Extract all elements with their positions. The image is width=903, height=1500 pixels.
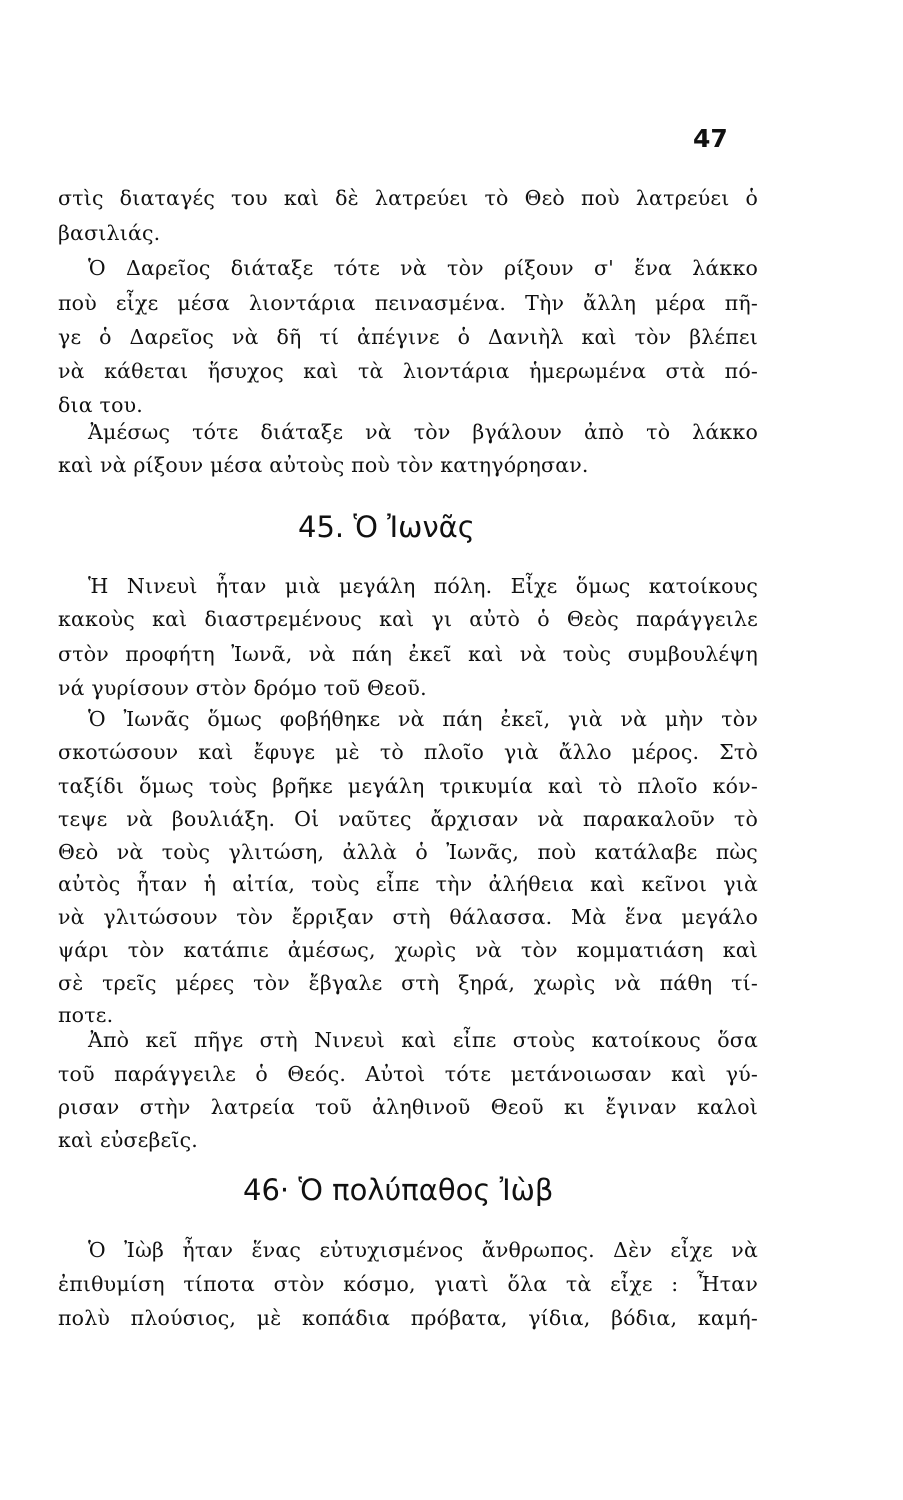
text-line: καὶ εὐσεβεῖς. [58,1128,199,1152]
text-line: βασιλιάς. [58,221,161,245]
section-heading: 46· Ὁ πολύπαθος Ἰὼβ [243,1173,554,1207]
text-line: νά γυρίσουν στὸν δρόμο τοῦ Θεοῦ. [58,676,427,700]
text-line: στὸν προφήτη Ἰωνᾶ, νὰ πάη ἐκεῖ καὶ νὰ τοὺς συμβουλέψη [58,642,758,666]
text-line: αὐτὸς ἦταν ἡ αἰτία, τοὺς εἶπε τὴν ἀλήθεια καὶ κεῖνοι γιὰ [58,872,758,896]
page-number: 47 [693,124,728,153]
text-line: σκοτώσουν καὶ ἔφυγε μὲ τὸ πλοῖο γιὰ ἄλλο μέρος. Στὸ [58,740,758,764]
text-line: Ὁ Δαρεῖος διάταξε τότε νὰ τὸν ρίξουν σ' ἕνα λάκκο [88,256,758,280]
text-line: Ἀπὸ κεῖ πῆγε στὴ Νινευὶ καὶ εἶπε στοὺς κατοίκους ὅσα [88,1028,758,1052]
text-line: Ὁ Ἰωνᾶς ὅμως φοβήθηκε νὰ πάη ἐκεῖ, γιὰ νὰ μὴν τὸν [88,707,758,731]
text-line: Θεὸ νὰ τοὺς γλιτώση, ἀλλὰ ὁ Ἰωνᾶς, ποὺ κατάλαβε πὼς [58,840,758,864]
text-line: κακοὺς καὶ διαστρεμένους καὶ γι αὐτὸ ὁ Θεὸς παράγγειλε [58,607,758,631]
text-line: πολὺ πλούσιος, μὲ κοπάδια πρόβατα, γίδια, βόδια, καμή- [58,1306,758,1330]
text-line: Ὁ Ἰὼβ ἦταν ἕνας εὐτυχισμένος ἄνθρωπος. Δὲν εἶχε νὰ [88,1238,758,1262]
text-line: δια του. [58,393,144,417]
text-line: νὰ γλιτώσουν τὸν ἔρριξαν στὴ θάλασσα. Μὰ ἕνα μεγάλο [58,905,758,929]
text-line: γε ὁ Δαρεῖος νὰ δῆ τί ἀπέγινε ὁ Δανιὴλ καὶ τὸν βλέπει [58,325,758,349]
text-line: ρισαν στὴν λατρεία τοῦ ἀληθινοῦ Θεοῦ κι ἔγιναν καλοὶ [58,1095,758,1119]
text-line: στὶς διαταγές του καὶ δὲ λατρεύει τὸ Θεὸ ποὺ λατρεύει ὁ [58,186,758,210]
text-line: ποτε. [58,1003,114,1027]
text-line: νὰ κάθεται ἥσυχος καὶ τὰ λιοντάρια ἡμερωμένα στὰ πό- [58,359,758,383]
text-line: Ἡ Νινευὶ ἦταν μιὰ μεγάλη πόλη. Εἶχε ὅμως κατοίκους [88,574,758,598]
text-line: καὶ νὰ ρίξουν μέσα αὐτοὺς ποὺ τὸν κατηγόρησαν. [58,453,589,477]
text-line: ψάρι τὸν κατάπιε ἀμέσως, χωρὶς νὰ τὸν κομματιάση καὶ [58,938,758,962]
section-heading: 45. Ὁ Ἰωνᾶς [298,510,475,544]
text-line: Ἀμέσως τότε διάταξε νὰ τὸν βγάλουν ἀπὸ τὸ λάκκο [88,420,758,444]
text-line: σὲ τρεῖς μέρες τὸν ἔβγαλε στὴ ξηρά, χωρὶς νὰ πάθη τί- [58,971,758,995]
text-line: ποὺ εἶχε μέσα λιοντάρια πεινασμένα. Τὴν ἄλλη μέρα πῆ- [58,291,758,315]
text-line: ἐπιθυμίση τίποτα στὸν κόσμο, γιατὶ ὅλα τὰ εἶχε : Ἦταν [58,1272,758,1296]
text-line: ταξίδι ὅμως τοὺς βρῆκε μεγάλη τρικυμία καὶ τὸ πλοῖο κόν- [58,774,758,798]
text-line: τοῦ παράγγειλε ὁ Θεός. Αὐτοὶ τότε μετάνοιωσαν καὶ γύ- [58,1062,758,1086]
text-line: τεψε νὰ βουλιάξη. Οἱ ναῦτες ἄρχισαν νὰ παρακαλοῦν τὸ [58,807,758,831]
